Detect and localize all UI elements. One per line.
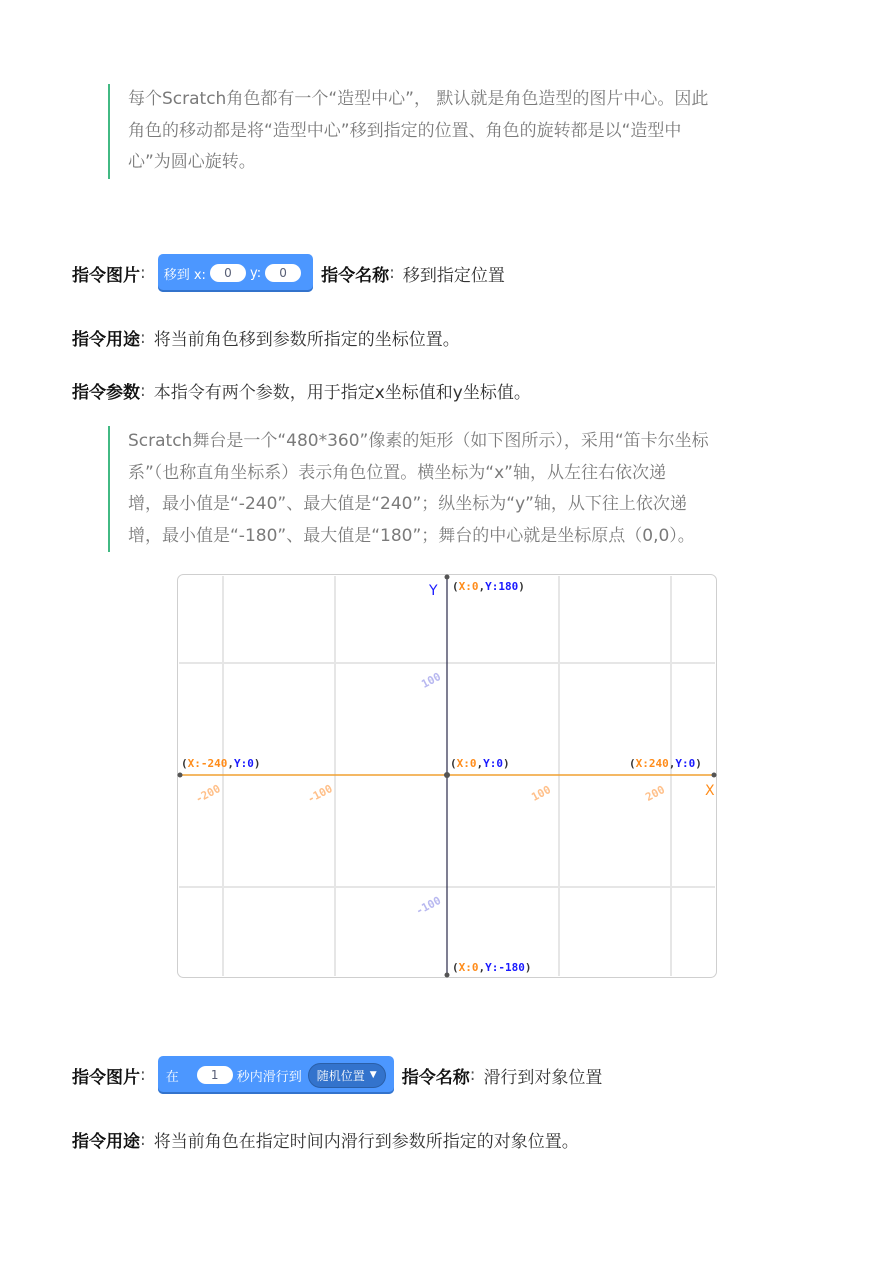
target-dropdown[interactable] — [308, 1063, 386, 1088]
left-dot — [178, 773, 183, 778]
quote-line: Scratch舞台是一个“480*360”像素的矩形（如下图所示），采用“笛卡尔坐标 — [128, 431, 709, 451]
cmd1-name-label: 指令名称 — [321, 265, 390, 286]
glide-to-block[interactable] — [158, 1056, 394, 1094]
cmd2-image-row: 指令图片 : 在 1 秒内滑行到 随机位置 ▼ 指令名称 : 滑行到对象位置 — [72, 1055, 602, 1095]
cmd1-image-label: 指令图片 — [72, 265, 140, 286]
cmd2-usage: 将当前角色在指定时间内滑行到参数所指定的对象位置。 — [153, 1132, 579, 1152]
quote-line: 心”为圆心旋转。 — [128, 152, 256, 172]
cmd2-image-label: 指令图片 — [72, 1067, 140, 1088]
block-text: y: — [249, 265, 262, 281]
quote-line: 增，最小值是“-240”、最大值是“240”；纵坐标为“y”轴，从下往上依次递 — [128, 494, 687, 514]
origin-dot — [444, 772, 450, 778]
block-text: 在 — [165, 1069, 179, 1085]
cmd2-name-label: 指令名称 — [401, 1067, 470, 1088]
x-value-input[interactable]: 0 — [210, 264, 246, 282]
block-text: 移到 x: — [163, 267, 206, 283]
tick-label-y: -100 — [413, 893, 444, 918]
point-label-center: (X:0,Y:0) — [450, 757, 510, 770]
point-label-left: (X:-240,Y:0) — [181, 757, 261, 770]
target-value: 随机位置 — [316, 1068, 365, 1083]
point-label-right: (X:240,Y:0) — [629, 757, 702, 770]
cmd1-params-label: 指令参数 — [72, 383, 140, 403]
point-label-bottom: (X:0,Y:-180) — [452, 961, 532, 974]
tick-label-x: 200 — [643, 783, 668, 804]
x-axis-label: X — [705, 783, 715, 799]
y-value-input[interactable]: 0 — [265, 264, 301, 282]
top-dot — [445, 575, 450, 580]
chevron-down-icon: ▼ — [369, 1070, 377, 1080]
cmd1-usage: 将当前角色移到参数所指定的坐标位置。 — [153, 330, 460, 350]
cmd1-usage-label: 指令用途 — [72, 330, 140, 350]
quote-line: 增，最小值是“-180”、最大值是“180”；舞台的中心就是坐标原点（0,0）。 — [128, 525, 695, 546]
note-quote-stage-coordinates — [108, 426, 709, 552]
seconds-input[interactable]: 1 — [197, 1066, 233, 1084]
tick-label-y: 100 — [419, 670, 444, 691]
y-axis-label: Y — [429, 583, 438, 599]
block-text: 秒内滑行到 — [236, 1069, 302, 1085]
note-quote-costume-center — [108, 84, 708, 179]
stage-coordinate-diagram — [177, 574, 717, 978]
cmd1-image-row: 指令图片 : 移到 x: 0 y: 0 指令名称 : 移到指定位置 — [72, 253, 505, 293]
cmd1-params: 本指令有两个参数，用于指定x坐标值和y坐标值。 — [153, 383, 531, 403]
point-label-top: (X:0,Y:180) — [452, 580, 525, 593]
cmd2-usage-label: 指令用途 — [72, 1132, 140, 1152]
goto-xy-block[interactable] — [158, 254, 313, 292]
quote-line: 每个Scratch角色都有一个“造型中心”， 默认就是角色造型的图片中心。因此 — [128, 89, 709, 109]
quote-line: 系”（也称直角坐标系）表示角色位置。横坐标为“x”轴，从左往右依次递 — [128, 462, 666, 483]
tick-label-x: 100 — [529, 783, 554, 804]
tick-label-x: -100 — [305, 782, 335, 806]
cmd1-params-row: 指令参数 : 本指令有两个参数，用于指定x坐标值和y坐标值。 — [72, 378, 531, 403]
stage-svg — [177, 574, 717, 978]
cmd1-usage-row: 指令用途 : 将当前角色移到参数所指定的坐标位置。 — [72, 325, 460, 350]
cmd1-name: 移到指定位置 — [402, 265, 505, 286]
bottom-dot — [445, 973, 450, 978]
cmd2-usage-row: 指令用途 : 将当前角色在指定时间内滑行到参数所指定的对象位置。 — [72, 1127, 579, 1152]
cmd2-name: 滑行到对象位置 — [483, 1067, 603, 1088]
right-dot — [712, 773, 717, 778]
quote-line: 角色的移动都是将“造型中心”移到指定的位置、角色的旋转都是以“造型中 — [128, 120, 682, 141]
tick-label-x: -200 — [193, 782, 223, 806]
